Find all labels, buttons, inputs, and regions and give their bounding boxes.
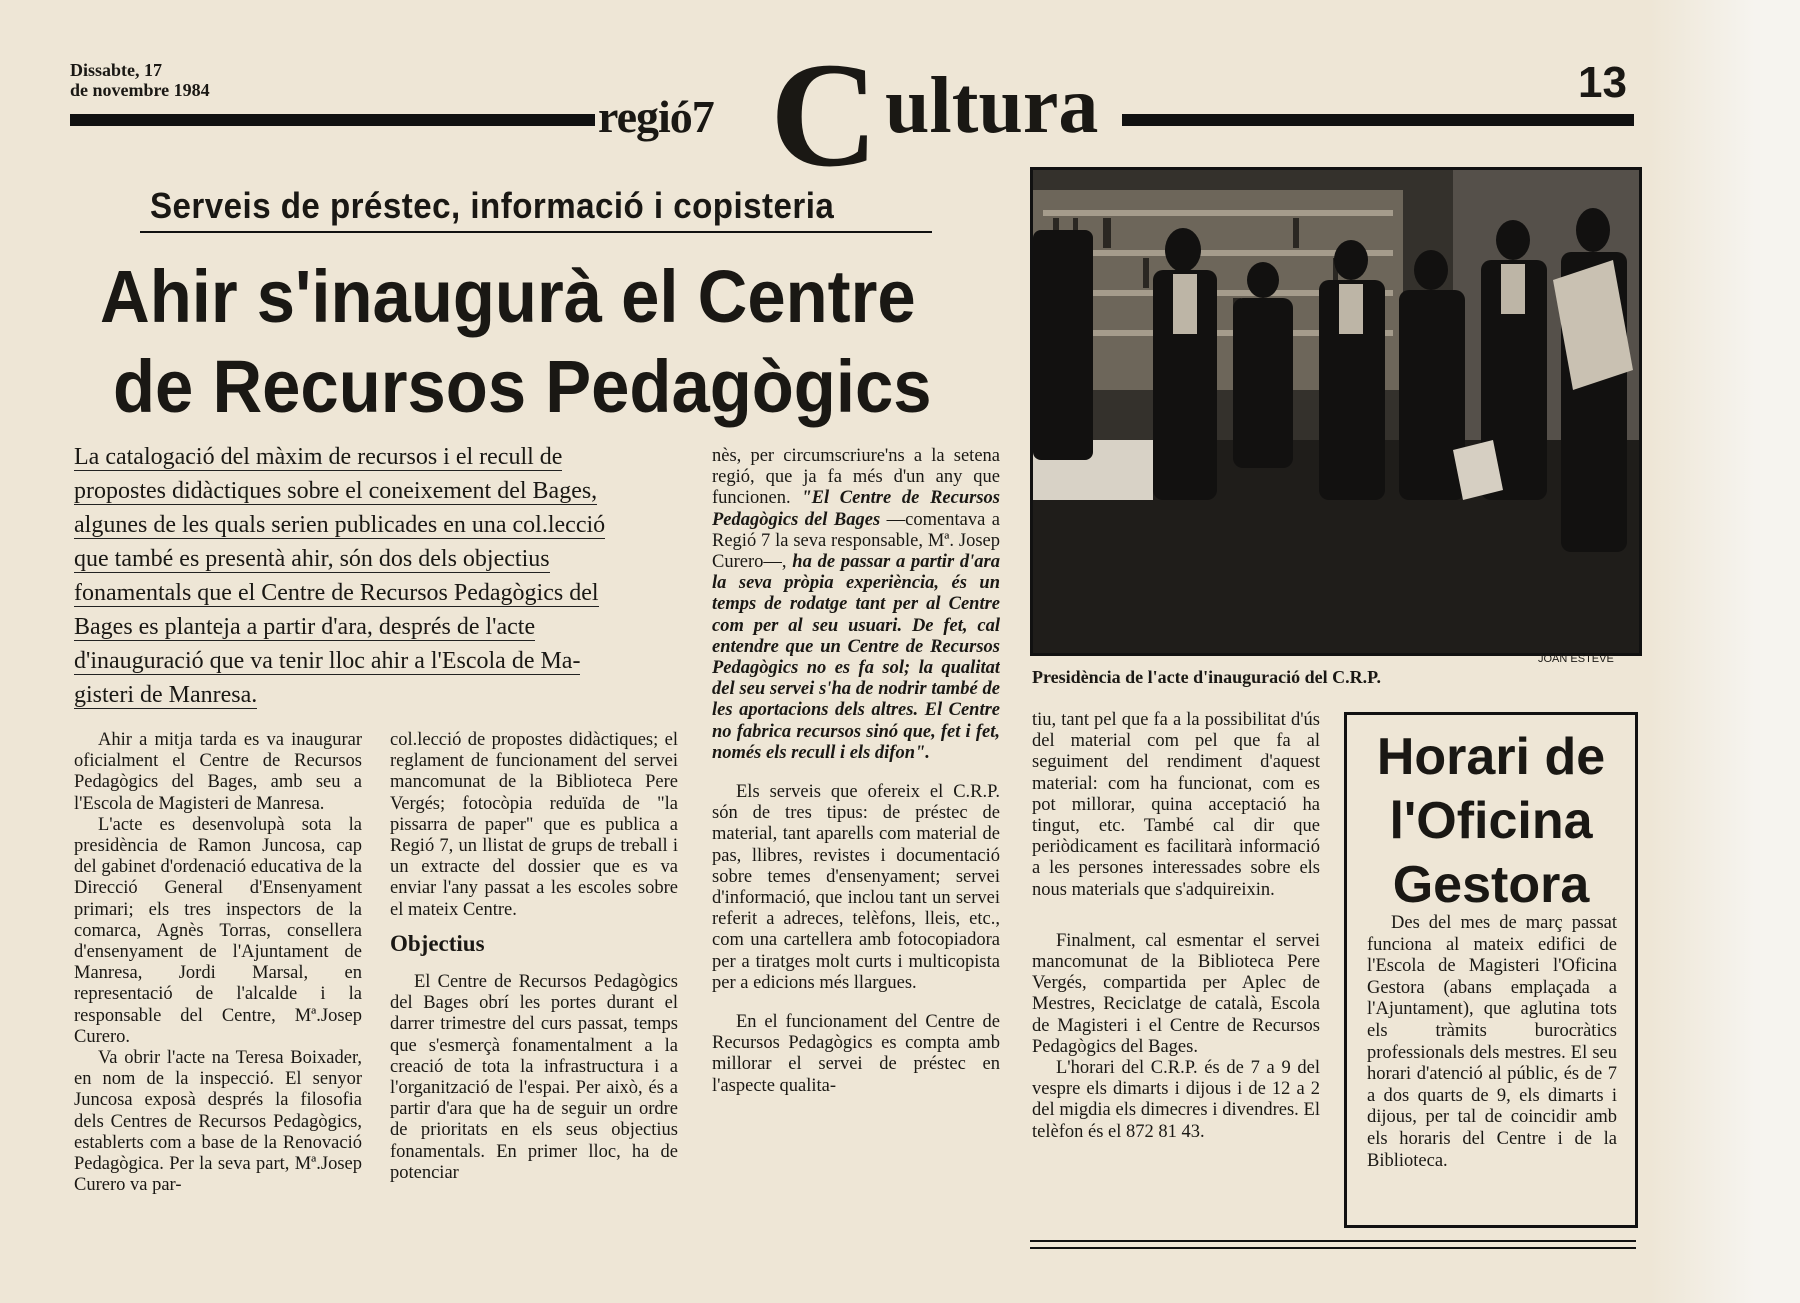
text-run: —comentava a Regió 7 la seva responsable, Mª. Josep Curero—, <box>712 509 1000 573</box>
paragraph: col.lecció de propostes didàctiques; el reglament de funcionament del servei mancomunat de la Biblioteca Pere Vergés; fotocòpia reduïda de "la pissarra de paper" que es publica a Regió 7, un llistat de grups de treball i un extracte del dossier que es va enviar l'any passat a les escoles sobre el mateix Centre. <box>390 730 678 920</box>
page-number: 13 <box>1578 58 1627 107</box>
photo-credit: JOAN ESTEVE <box>1538 653 1614 665</box>
sidebar-body: Des del mes de març passat funciona al mateix edifici de l'Escola de Magisteri l'Oficina Gestora (abans emplaçada a l'Ajuntament), que aglutina tots els tràmits burocràtics professionals dels mestres. El seu horari d'atenció al públic, és de 7 a dos quarts de 9, els dimarts i dijous, per tal de coincidir amb els horaris del Centre i de la Biblioteca. <box>1367 913 1617 1171</box>
lede-line: gisteri de Manresa. <box>74 682 258 708</box>
sidebar-title-line: Horari de <box>1376 728 1606 786</box>
lede <box>74 440 678 712</box>
lede-line: propostes didàctiques sobre el coneixement del Bages, <box>74 478 598 504</box>
article-column-2 <box>390 730 678 1265</box>
news-photo <box>1030 167 1642 656</box>
article-column-1 <box>74 730 362 1265</box>
paragraph: tiu, tant pel que fa a la possibilitat d'ús del material com pel que fa al seguiment del rendiment d'aquest material: com ha funcionat, com es pot millorar, quina acceptació ha tingut, etc. També cal dir que periòdicament es facilitarà informació a les persones interessades sobre els nous materials que s'adquireixin. <box>1032 710 1320 900</box>
sidebar-box <box>1344 712 1638 1228</box>
paragraph: En el funcionament del Centre de Recursos Pedagògics es compta amb millorar el servei de préstec en l'aspecte qualita- <box>712 1012 1000 1096</box>
paragraph: El Centre de Recursos Pedagògics del Bages obrí les portes durant el darrer trimestre del curs passat, temps que s'esmerçà fonamentalment a la creació de tota la infrastructura i a l'organització de l'espai. Per això, és a partir d'ara que ha de seguir un ordre de prioritats en els seus objectius fonamentals. En primer lloc, ha de potenciar <box>390 972 678 1183</box>
lede-line: Bages es planteja a partir d'ara, després de l'acte <box>74 614 536 640</box>
bottom-rule <box>1030 1240 1636 1242</box>
subhead: Objectius <box>390 930 485 956</box>
paragraph <box>712 446 1000 764</box>
section-title: ultura <box>885 62 1099 150</box>
bottom-rule <box>1030 1247 1636 1249</box>
headline-line-2: de Recursos Pedagògics <box>113 345 932 428</box>
article-column-3 <box>712 446 1000 1264</box>
sidebar-title-line: Gestora <box>1392 856 1590 914</box>
kicker: Serveis de préstec, informació i copisteria <box>150 185 835 226</box>
photo-image <box>1033 170 1639 653</box>
sidebar-title-line: l'Oficina <box>1389 792 1593 850</box>
header-rule-right <box>1122 114 1634 126</box>
lede-line: algunes de les quals serien publicades en una col.lecció <box>74 512 606 538</box>
headline-line-1: Ahir s'inaugurà el Centre <box>100 255 916 338</box>
lede-line: d'inauguració que va tenir lloc ahir a l'Escola de Ma- <box>74 648 581 674</box>
paper-name: regió7 <box>598 91 714 142</box>
paragraph: Finalment, cal esmentar el servei mancomunat de la Biblioteca Pere Vergés, compartida per Aplec de Mestres, Reciclatge de català, Escola de Magisteri i el Centre de Recursos Pedagògics del Bages. <box>1032 930 1320 1057</box>
lede-line: que també es presentà ahir, són dos dels objectius <box>74 546 550 572</box>
kicker-underline <box>140 231 932 233</box>
section-initial: C <box>770 32 879 198</box>
date-line-2: de novembre 1984 <box>70 80 210 100</box>
sidebar-title <box>1347 725 1635 917</box>
paragraph: Els serveis que ofereix el C.R.P. són de tres tipus: de préstec de material, tant aparells com material de pas, llibres, revistes i documentació sobre temes d'ensenyament; servei d'informació, que inclou tant un servei referit a adreces, telèfons, lleis, etc., com una cartellera amb fotocopiadora per a tiratges molt curts i multicopista per a edicions més llargues. <box>712 782 1000 993</box>
headline <box>100 252 937 432</box>
photo-caption: Presidència de l'acte d'inauguració del C.R.P. <box>1032 667 1381 687</box>
header-rule-left <box>70 114 595 126</box>
article-column-4 <box>1032 710 1320 1230</box>
paragraph: Ahir a mitja tarda es va inaugurar oficialment el Centre de Recursos Pedagògics del Bages, amb seu a l'Escola de Magisteri de Manresa. <box>74 730 362 814</box>
lede-line: La catalogació del màxim de recursos i el recull de <box>74 444 563 470</box>
lede-line: fonamentals que el Centre de Recursos Pedagògics del <box>74 580 599 606</box>
paragraph: L'acte es desenvolupà sota la presidència de Ramon Juncosa, cap del gabinet d'ordenació educativa de la Direcció General d'Ensenyament primari; els tres inspectors de la comarca, Agnès Torras, consellera d'ensenyament de l'Ajuntament de Manresa, Jordi Marsal, en representació de l'alcalde i la responsable del Centre, Mª.Josep Curero. <box>74 814 362 1047</box>
quote-run: "El Centre de Recursos Pedagògics del Bages <box>712 488 1000 530</box>
paragraph: Va obrir l'acte na Teresa Boixader, en nom de la inspecció. El senyor Juncosa exposà després la filosofia dels Centres de Recursos Pedagògics, establerts com a base de la Renovació Pedagògica. Per la seva part, Mª.Josep Curero va par- <box>74 1048 362 1196</box>
paragraph: L'horari del C.R.P. és de 7 a 9 del vespre els dimarts i dijous i de 12 a 2 del migdia els dimecres i divendres. El telèfon és el 872 81 43. <box>1032 1058 1320 1142</box>
quote-run: ha de passar a partir d'ara la seva pròpia experiència, és un temps de rodatge tant per al Centre com per al seu usuari. De fet, cal entendre que un Centre de Recursos Pedagògics no es fa sol; la qualitat del seu servei s'ha de nodrir també de les aportacions dels altres. El Centre no fabrica recursos sinó que, fet i fet, només els recull i els difon". <box>712 552 1000 763</box>
dateline <box>70 60 210 100</box>
text-run: nès, per circumscriure'ns a la setena regió, que ja fa més d'un any que funcionen. <box>712 446 1000 509</box>
date-line-1: Dissabte, 17 <box>70 60 163 80</box>
